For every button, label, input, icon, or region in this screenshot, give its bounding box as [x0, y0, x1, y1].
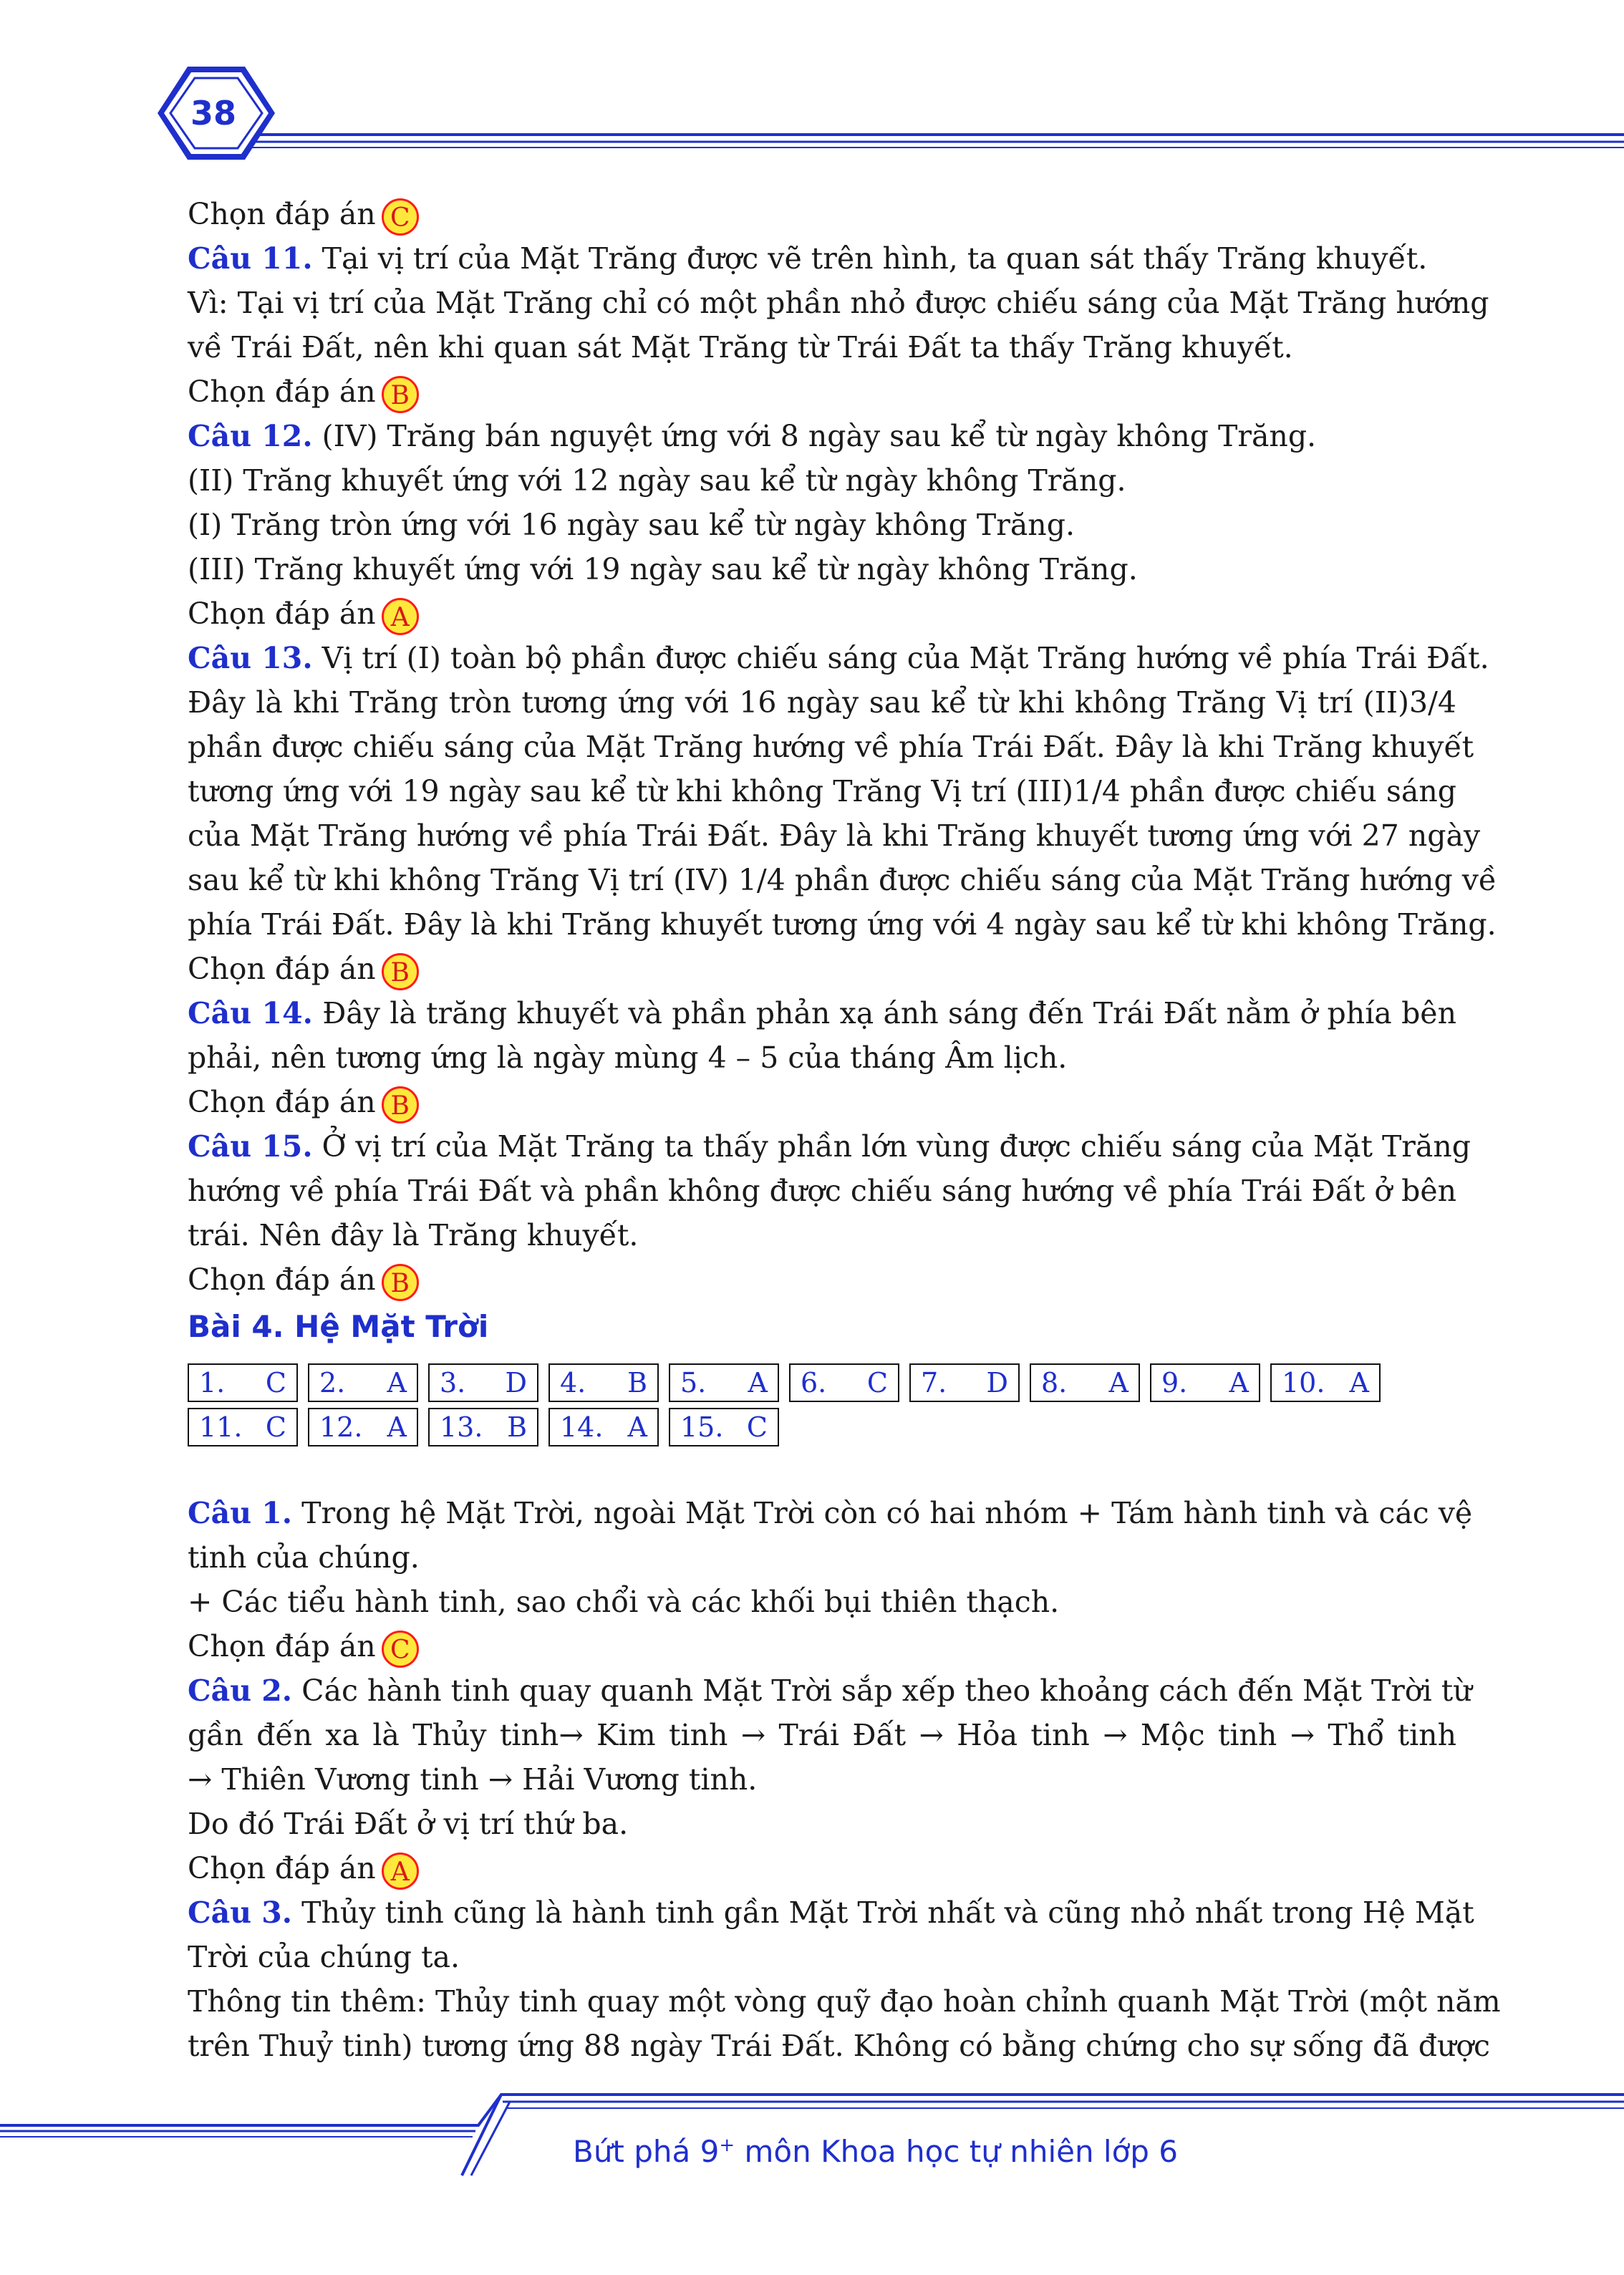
answer-cell: 7. D: [909, 1363, 1020, 1402]
question-line: Câu 12. (IV) Trăng bán nguyệt ứng với 8 ngày sau kể từ ngày không Trăng.: [188, 419, 1317, 453]
answer-cell: 15. C: [669, 1408, 779, 1446]
answer-cell: 5. A: [669, 1363, 779, 1402]
answer-line: Chọn đáp án B: [188, 1080, 1456, 1124]
answer-cell: 11. C: [188, 1408, 298, 1446]
question-line: Câu 1. Trong hệ Mặt Trời, ngoài Mặt Trời còn có hai nhóm + Tám hành tinh và các vệ: [188, 1496, 1473, 1530]
question-label: Câu 1.: [188, 1496, 293, 1530]
answer-badge: A: [382, 1853, 419, 1890]
answer-badge: B: [382, 953, 419, 990]
text-line: (III) Trăng khuyết ứng với 19 ngày sau kể từ ngày không Trăng.: [188, 552, 1138, 586]
text-line: tương ứng với 19 ngày sau kể từ khi không Trăng Vị trí (III)1/4 phần được chiếu sáng: [188, 774, 1456, 808]
text-line: phía Trái Đất. Đây là khi Trăng khuyết tương ứng với 4 ngày sau kể từ khi không Trăng.: [188, 907, 1497, 942]
answer-cell: 6. C: [789, 1363, 899, 1402]
answer-cell: 13. B: [428, 1408, 538, 1446]
question-label: Câu 3.: [188, 1895, 293, 1930]
text-line: phần được chiếu sáng của Mặt Trăng hướng về phía Trái Đất. Đây là khi Trăng khuyết: [188, 730, 1474, 764]
answer-line: Chọn đáp án B: [188, 369, 1456, 414]
answer-grid-row-2: [188, 1408, 1456, 1452]
question-line: Câu 2. Các hành tinh quay quanh Mặt Trời sắp xếp theo khoảng cách đến Mặt Trời từ: [188, 1673, 1472, 1708]
footer-decoration: [0, 2091, 1624, 2275]
answer-line: Chọn đáp án B: [188, 947, 1456, 991]
answer-cell: 2. A: [308, 1363, 418, 1402]
question-line: Câu 3. Thủy tinh cũng là hành tinh gần Mặt Trời nhất và cũng nhỏ nhất trong Hệ Mặt: [188, 1895, 1474, 1930]
question-label: Câu 13.: [188, 641, 313, 675]
text-line: về Trái Đất, nên khi quan sát Mặt Trăng từ Trái Đất ta thấy Trăng khuyết.: [188, 330, 1293, 364]
text-line: Trời của chúng ta.: [188, 1940, 460, 1974]
page-content: [188, 192, 1501, 2068]
answer-line: Chọn đáp án A: [188, 1846, 1456, 1890]
answer-cell: 8. A: [1030, 1363, 1140, 1402]
question-line: Câu 13. Vị trí (I) toàn bộ phần được chiếu sáng của Mặt Trăng hướng về phía Trái Đất.: [188, 641, 1489, 675]
section-title: Bài 4. Hệ Mặt Trời: [188, 1309, 489, 1344]
answer-badge: A: [382, 598, 419, 635]
text-line: hướng về phía Trái Đất và phần không được chiếu sáng hướng về phía Trái Đất ở bên: [188, 1174, 1456, 1208]
answer-line: Chọn đáp án B: [188, 1257, 1456, 1302]
answer-badge: B: [382, 376, 419, 413]
text-line: trái. Nên đây là Trăng khuyết.: [188, 1218, 639, 1252]
question-line: Câu 14. Đây là trăng khuyết và phần phản xạ ánh sáng đến Trái Đất nằm ở phía bên: [188, 996, 1456, 1030]
answer-badge: C: [382, 1631, 419, 1668]
page-number: 38: [190, 94, 236, 132]
answer-grid: [188, 1363, 1456, 1452]
answer-line: Chọn đáp án A: [188, 591, 1456, 636]
question-line: Câu 15. Ở vị trí của Mặt Trăng ta thấy phần lớn vùng được chiếu sáng của Mặt Trăng: [188, 1129, 1471, 1164]
question-label: Câu 12.: [188, 419, 313, 453]
answer-badge: C: [382, 198, 419, 236]
answer-cell: 10. A: [1270, 1363, 1381, 1402]
answer-grid-row-1: [188, 1363, 1456, 1408]
answer-cell: 1. C: [188, 1363, 298, 1402]
answer-line: Chọn đáp án C: [188, 1624, 1456, 1668]
text-line: (I) Trăng tròn ứng với 16 ngày sau kể từ ngày không Trăng.: [188, 508, 1075, 542]
text-line: của Mặt Trăng hướng về phía Trái Đất. Đây là khi Trăng khuyết tương ứng với 27 ngày: [188, 818, 1481, 853]
answer-cell: 9. A: [1150, 1363, 1260, 1402]
text-line: Thông tin thêm: Thủy tinh quay một vòng quỹ đạo hoàn chỉnh quanh Mặt Trời (một năm: [188, 1984, 1501, 2019]
answer-cell: 3. D: [428, 1363, 538, 1402]
answer-cell: 14. A: [548, 1408, 659, 1446]
text-line: Đây là khi Trăng tròn tương ứng với 16 ngày sau kể từ khi không Trăng Vị trí (II)3/4: [188, 685, 1456, 720]
question-label: Câu 2.: [188, 1673, 293, 1708]
answer-badge: B: [382, 1264, 419, 1301]
answer-cell: 12. A: [308, 1408, 418, 1446]
text-line: gần đến xa là Thủy tinh→ Kim tinh → Trái Đất → Hỏa tinh → Mộc tinh → Thổ tinh: [188, 1718, 1456, 1752]
answer-cell: 4. B: [548, 1363, 659, 1402]
footer-title: Bứt phá 9+ môn Khoa học tự nhiên lớp 6: [573, 2134, 1179, 2169]
question-label: Câu 14.: [188, 996, 313, 1030]
question-label: Câu 11.: [188, 241, 313, 276]
text-line: sau kể từ khi không Trăng Vị trí (IV) 1/4 phần được chiếu sáng của Mặt Trăng hướng về: [188, 863, 1497, 897]
text-line: trên Thuỷ tinh) tương ứng 88 ngày Trái Đất. Không có bằng chứng cho sự sống đã được: [188, 2029, 1490, 2063]
text-line: (II) Trăng khuyết ứng với 12 ngày sau kể từ ngày không Trăng.: [188, 463, 1126, 498]
text-line: Vì: Tại vị trí của Mặt Trăng chỉ có một phần nhỏ được chiếu sáng của Mặt Trăng hướng: [188, 286, 1489, 320]
answer-line: Chọn đáp án C: [188, 192, 1456, 236]
text-line: → Thiên Vương tinh → Hải Vương tinh.: [188, 1762, 758, 1797]
text-line: phải, nên tương ứng là ngày mùng 4 – 5 của tháng Âm lịch.: [188, 1040, 1068, 1075]
question-label: Câu 15.: [188, 1129, 313, 1164]
question-line: Câu 11. Tại vị trí của Mặt Trăng được vẽ trên hình, ta quan sát thấy Trăng khuyết.: [188, 241, 1428, 276]
text-line: tinh của chúng.: [188, 1540, 420, 1575]
text-line: Do đó Trái Đất ở vị trí thứ ba.: [188, 1807, 629, 1841]
text-line: + Các tiểu hành tinh, sao chổi và các khối bụi thiên thạch.: [188, 1585, 1060, 1619]
answer-badge: B: [382, 1086, 419, 1124]
